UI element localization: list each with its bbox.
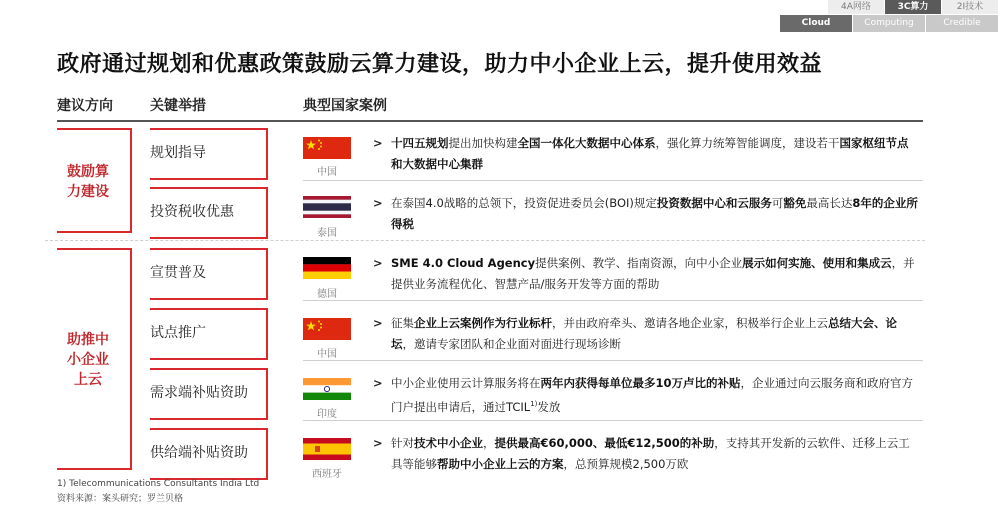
case-text-segment: ，强化算力统筹智能调度，建设若干 [655, 136, 840, 150]
direction-group-sme-cloud [57, 248, 132, 470]
india-flag-icon [303, 378, 351, 400]
bullet-arrow: > [373, 436, 383, 450]
case-text-segment: ，邀请专家团队和企业面对面进行现场诊断 [402, 337, 621, 351]
case-text-bold: 技术中小企业 [414, 436, 483, 450]
header-cases: 典型国家案例 [303, 98, 387, 114]
case-text-segment: ，并由政府牵头、邀请各地企业家，积极举行企业上云 [552, 316, 828, 330]
bullet-arrow: > [373, 196, 383, 210]
case-text-segment: 提供案例、教学、指南资源，向中小企业 [535, 256, 743, 270]
section-divider [45, 240, 925, 241]
page-title: 政府通过规划和优惠政策鼓励云算力建设，助力中小企业上云，提升使用效益 [57, 52, 823, 77]
case-text-bold: 十四五规划 [391, 136, 449, 150]
header-direction: 建议方向 [57, 98, 113, 114]
case-text-bold: 全国一体化大数据中心体系 [517, 136, 656, 150]
case-text-bold: 总结大会、论坛 [391, 316, 897, 351]
direction-label-line: 助推中 [67, 332, 109, 348]
case-text-bold: 8年的企业所得税 [391, 196, 918, 231]
direction-label-line: 鼓励算 [67, 164, 109, 180]
bullet-arrow: > [373, 136, 383, 150]
measure-cell [150, 248, 268, 300]
case-description [391, 373, 918, 418]
country-name: 泰国 [317, 228, 337, 239]
case-description [391, 313, 918, 355]
case-text [373, 373, 918, 418]
case-text-segment: 1) [530, 400, 538, 408]
spain-flag-icon [303, 438, 351, 460]
case-text-bold: 两年内获得每单位最多10万卢比的补贴 [540, 376, 741, 390]
country-name: 中国 [317, 349, 337, 360]
case-text-bold: 国家枢纽节点和大数据中心集群 [391, 136, 909, 171]
case-text-bold: 帮助中小企业上云的方案 [437, 457, 564, 471]
country-name: 德国 [317, 289, 337, 300]
row-divider [303, 420, 923, 421]
footnote: 1) Telecommunications Consultants India Ltd [57, 479, 260, 489]
case-text-segment: ， [483, 436, 495, 450]
case-text-segment: 提出加快构建 [448, 136, 518, 150]
country-name: 西班牙 [312, 469, 342, 480]
case-text-segment: 在泰国4.0战略的总领下，投资促进委员会(BOI)规定 [391, 196, 657, 210]
case-text-segment: 可 [771, 196, 784, 210]
case-text-bold: 展示如何实施、使用和集成云 [742, 256, 892, 270]
thailand-flag-icon [303, 196, 351, 218]
row-divider [303, 300, 923, 301]
bullet-arrow: > [373, 256, 383, 270]
case-text-bold: 企业上云案例作为行业标杆 [414, 316, 552, 330]
header-measures: 关键举措 [150, 98, 206, 114]
case-text-segment: ，并提供业务流程优化、智慧产品/服务开发等方面的帮助 [391, 256, 915, 291]
china-flag-icon [303, 137, 351, 159]
measure-cell [150, 308, 268, 360]
header-divider [57, 120, 923, 122]
source-note: 资料来源：案头研究；罗兰贝格 [57, 494, 184, 504]
direction-label-line: 小企业 [67, 352, 109, 368]
measure-cell [150, 368, 268, 420]
case-text [373, 133, 918, 175]
case-description [391, 433, 918, 475]
country-name: 中国 [317, 167, 337, 178]
case-text [373, 313, 918, 355]
subtab-computing[interactable]: Computing [852, 15, 925, 32]
tab-3c-computing[interactable]: 3C算力 [884, 0, 941, 14]
case-text-segment: 中小企业使用云计算服务将在 [391, 376, 541, 390]
bullet-arrow: > [373, 316, 383, 330]
case-text-bold: SME 4.0 Cloud Agency [391, 256, 536, 270]
top-tabs [827, 0, 998, 14]
tab-2i-tech[interactable]: 2I技术 [941, 0, 998, 14]
direction-label-line: 上云 [74, 372, 102, 388]
case-text-segment: 发放 [537, 399, 561, 414]
subtab-cloud[interactable]: Cloud [779, 15, 852, 32]
case-text-segment: ，支持其开发新的云软件、迁移上云工具等能够 [391, 436, 910, 471]
country-name: 印度 [317, 409, 337, 420]
measure-label: 宣贯普及 [150, 265, 206, 281]
case-text-segment: ，总预算规模2,500万欧 [563, 457, 689, 471]
case-text-bold: 投资数据中心和云服务 [656, 196, 772, 210]
case-text-segment: 最高长达 [806, 196, 853, 210]
direction-group-computing [57, 128, 132, 233]
germany-flag-icon [303, 257, 351, 279]
case-text-bold: 豁免 [783, 196, 807, 210]
case-description [391, 253, 918, 295]
case-text-bold: 提供最高€60,000、最低€12,500的补助 [494, 436, 715, 450]
subtab-credible[interactable]: Credible [925, 15, 998, 32]
measure-cell [150, 128, 268, 180]
case-text-segment: 征集 [391, 316, 414, 330]
bullet-arrow: > [373, 376, 383, 390]
measure-label: 规划指导 [150, 145, 206, 161]
case-description [391, 193, 918, 235]
sub-tabs [779, 15, 998, 32]
tab-4a-network[interactable]: 4A网络 [827, 0, 884, 14]
measure-label: 需求端补贴资助 [150, 385, 248, 401]
case-text-segment: 针对 [391, 436, 414, 450]
row-divider [303, 360, 923, 361]
measure-cell [150, 187, 268, 239]
measure-label: 投资税收优惠 [150, 204, 234, 220]
case-text [373, 433, 918, 475]
measure-label: 试点推广 [150, 325, 206, 341]
china-flag-icon [303, 318, 351, 340]
case-text [373, 253, 918, 295]
direction-label-line: 力建设 [67, 184, 109, 200]
row-divider [303, 180, 923, 181]
case-text [373, 193, 918, 235]
measure-cell [150, 428, 268, 480]
case-description [391, 133, 918, 175]
measure-label: 供给端补贴资助 [150, 445, 248, 461]
case-text-segment: ，企业通过向云服务商和政府官方门户提出申请后，通过TCIL [391, 376, 914, 414]
